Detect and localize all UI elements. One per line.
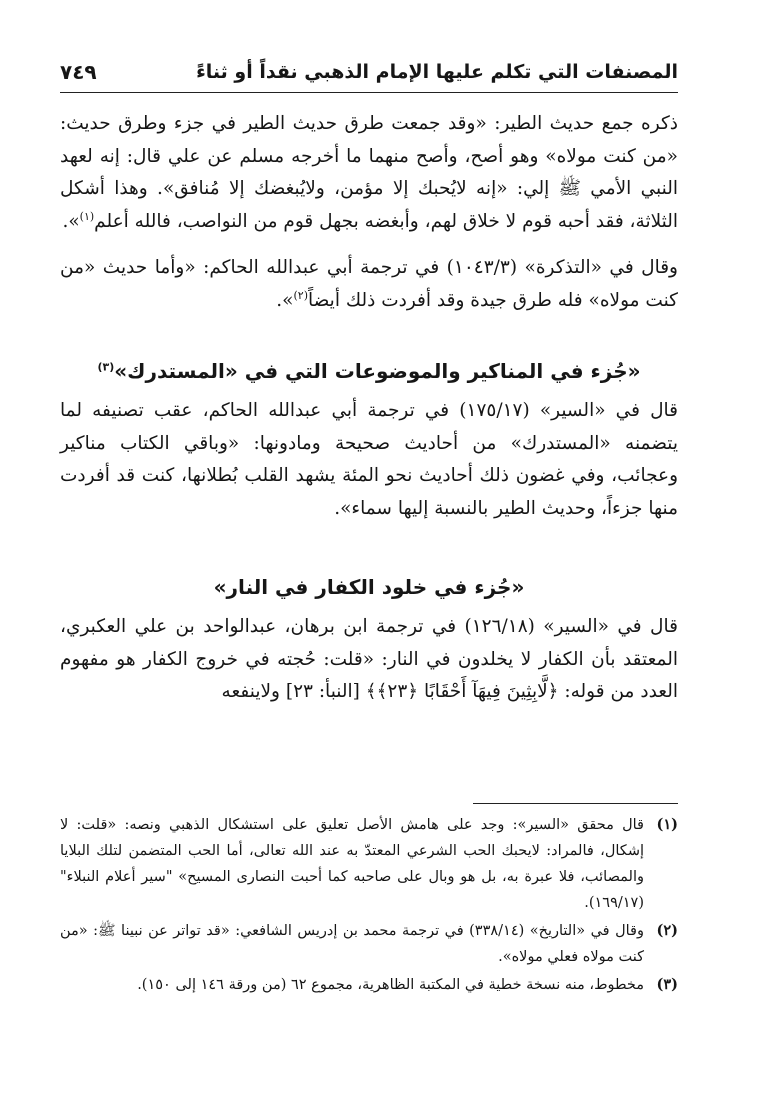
heading-text: «جُزء في المناكير والموضوعات التي في «المستدرك»: [114, 359, 641, 383]
closing-mark: ».: [62, 210, 80, 232]
page-number: ٧٤٩: [60, 60, 97, 84]
paragraph-text: وقال في «التذكرة» (١٠٤٣/٣) في ترجمة أبي عبدالله الحاكم: «وأما حديث «من كنت مولاه» فله طرق جيدة وقد أفردت ذلك أيضاً: [60, 257, 678, 311]
section-heading: «جُزء في خلود الكفار في النار»: [213, 575, 525, 599]
footnote-ref: (١): [79, 209, 95, 223]
footnotes: [60, 803, 678, 1000]
footnote: [60, 918, 678, 970]
running-title: المصنفات التي تكلم عليها الإمام الذهبي نقداً أو ثناءً: [196, 61, 678, 83]
main-text: [60, 108, 678, 709]
footnote-ref: (٢): [293, 288, 308, 302]
section-heading: [60, 359, 678, 383]
footnote-number: (٣): [656, 976, 678, 993]
paragraph: [60, 252, 678, 317]
paragraph: قال في «السير» (١٧٥/١٧) في ترجمة أبي عبدالله الحاكم، عقب تصنيفه لما يتضمنه «المستدرك» من أحاديث صحيحة ومادونها: «وباقي الكتاب مناكير وعجائب، وفي غضون ذلك أحاديث نحو المئة يشهد القلب بُطلانها، كنت قد أفردت منها جزءاً، وحديث الطير بالنسبة إليها سماء».: [60, 400, 678, 519]
footnote-ref: (٣): [97, 360, 115, 374]
running-header: [60, 52, 678, 93]
footnote-number: (١): [656, 816, 678, 833]
closing-mark: ».: [276, 289, 294, 311]
footnote: [60, 972, 678, 998]
paragraph: [60, 108, 678, 238]
paragraph-text: ذكره جمع حديث الطير: «وقد جمعت طرق حديث الطير في جزء وطرق حديث: «من كنت مولاه» وهو أصح، وأصح منهما ما أخرجه مسلم عن علي قال: إنه لعهد النبي الأمي ﷺ إلي: «إنه لايُحبك إلا مؤمن، ولايُبغضك إلا مُنافق». وهذا أشكل الثلاثة، فقد أحبه قوم لا خلاق لهم، وأبغضه بجهل قوم من النواصب، فالله أعلم: [60, 113, 678, 232]
footnote-text: مخطوط، منه نسخة خطية في المكتبة الظاهرية، مجموع ٦٢ (من ورقة ١٤٦ إلى ١٥٠).: [137, 977, 644, 993]
footnote-separator: [473, 803, 678, 804]
footnote-text: قال محقق «السير»: وجد على هامش الأصل تعليق على استشكال الذهبي ونصه: «قلت: لا إشكال، فالمراد: لايحبك الحب الشرعي المعتدّ به عند الله تعالى، أما الحب المتضمن لتلك البلايا والمصائب، فلا عبرة به، بل هو وبال على صاحبه كما أحبت النصارى المسيح» "سير أعلام النبلاء" (١٦٩/١٧).: [60, 817, 644, 911]
footnote-number: (٢): [656, 922, 678, 939]
paragraph: قال في «السير» (١٢٦/١٨) في ترجمة ابن برهان، عبدالواحد بن علي العكبري، المعتقد بأن الكفار لا يخلدون في النار: «قلت: حُجته في خروج الكفار هو مفهوم العدد من قوله: ﴿لَّابِثِينَ فِيهَآ أَحْقَابًا ﴿٢٣﴾﴾ [النبأ: ٢٣] ولاينفعه: [60, 616, 678, 702]
footnote: [60, 812, 678, 916]
footnote-text: وقال في «التاريخ» (٣٣٨/١٤) في ترجمة محمد بن إدريس الشافعي: «قد تواتر عن نبينا ﷺ: «من كنت مولاه فعلي مولاه».: [60, 923, 644, 965]
